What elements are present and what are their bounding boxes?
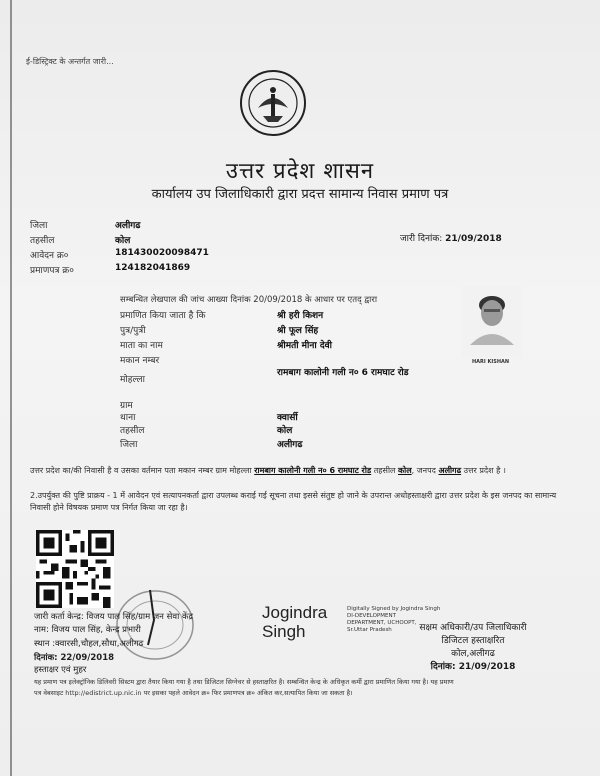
photo-caption: HARI KISHAN bbox=[472, 359, 510, 365]
footer-line-2: पत्र वेबसाइट http://edistrict.up.nic.in पर इसका पहले आवेदन क्र० फिर प्रमाणपत्र क्र० अंकित कर,सत्यापित किया जा सकता है। bbox=[34, 689, 353, 697]
para1-mid2: , जनपद bbox=[411, 466, 436, 475]
officer-date: दिनांक: 21/09/2018 bbox=[430, 662, 516, 672]
detail-label-mother: माता का नाम bbox=[120, 341, 163, 351]
detail-value-tehsil-2: कोल bbox=[277, 426, 293, 436]
field-value-district: अलीगढ bbox=[115, 221, 141, 231]
issuer-date: दिनांक: 22/09/2018 bbox=[34, 653, 115, 663]
detail-label-village: ग्राम bbox=[120, 401, 133, 411]
detail-label-house-no: मकान नम्बर bbox=[120, 356, 160, 366]
top-note: ई-डिस्ट्रिक्ट के अन्तर्गत जारी... bbox=[26, 57, 114, 66]
field-value-certificate-no: 124182041869 bbox=[115, 263, 191, 273]
detail-label-parent: पुत्र/पुत्री bbox=[120, 326, 146, 336]
up-state-emblem-icon bbox=[238, 68, 308, 138]
issue-date bbox=[400, 231, 502, 244]
issue-date-label: जारी दिनांक: bbox=[400, 234, 443, 244]
intro-text: सम्बन्धित लेखपाल की जांच आख्या दिनांक 20/09/2018 के आधार पर एतद् द्वारा bbox=[120, 295, 378, 305]
page-subtitle: कार्यालय उप जिलाधिकारी द्वारा प्रदत्त सामान्य निवास प्रमाण पत्र bbox=[151, 187, 449, 202]
signature-last-name: Singh bbox=[262, 622, 306, 641]
field-label-district: जिला bbox=[30, 221, 48, 231]
detail-value-name: श्री हरी किशन bbox=[277, 311, 324, 321]
field-value-application-no: 181430020098471 bbox=[115, 248, 209, 258]
signature-text-line: Sr.Uttar Pradesh bbox=[347, 627, 392, 633]
detail-value-mohalla: रामबाग कालोनी गली न० 6 रामघाट रोड bbox=[277, 368, 409, 378]
officer-title: सक्षम अधिकारी/उप जिलाधिकारी bbox=[419, 623, 527, 633]
page-title: उत्तर प्रदेश शासन bbox=[225, 159, 375, 184]
qr-code-icon bbox=[36, 530, 114, 608]
issuer-center: जारी कर्ता केन्द्र: विजय पाल सिंह/ग्राम जन सेवा केंद्र bbox=[34, 612, 194, 622]
detail-value-parent: श्री फूल सिंह bbox=[277, 326, 319, 336]
para1-post: उत्तर प्रदेश है । bbox=[463, 466, 506, 475]
field-label-certificate-no: प्रमाणपत्र क्र० bbox=[30, 266, 74, 276]
officer-digital-signed: डिजिटल हस्ताक्षरित bbox=[441, 636, 505, 646]
officer-block bbox=[398, 622, 548, 674]
detail-label-police-station: थाना bbox=[120, 413, 136, 423]
detail-label-name: प्रमाणित किया जाता है कि bbox=[120, 311, 206, 321]
officer-location: कोल,अलीगढ bbox=[451, 649, 495, 659]
issuer-sign-label: हस्ताक्षर एवं मुहर bbox=[34, 665, 87, 675]
signature-text-line: Digitally Signed by Jogindra Singh bbox=[347, 606, 441, 612]
footer-note bbox=[34, 677, 574, 699]
issuer-operator: नाम: विजय पाल सिंह, केन्द्र प्रभारी bbox=[34, 625, 141, 635]
field-value-tehsil: कोल bbox=[115, 236, 131, 246]
confirmation-paragraph: 2.उपर्युक्त की पुष्टि प्राक्रय - 1 में आवेदन एवं सत्यापनकर्ता द्वारा उपलब्ध कराई गई सूचना तथा इससे संतुष्ट हो जाने के उपरान्त अधोहस्ताक्षरी द्वारा उत्तर प्रदेश के इस जनपद का सामान्य निवासी होने विषयक प्रमाण पत्र निर्गत किया जा रहा है। bbox=[30, 491, 557, 512]
footer-line-1: यह प्रमाण पत्र इलेक्ट्रॉनिक डिलिवरी सिस्टम द्वारा तैयार किया गया है तथा डिजिटल सिग्नेचर से हस्ताक्षरित है। सम्बन्धित केन्द्र के अधिकृत कर्मी द्वारा प्रमाणित किया गया है। यह प्रमाण bbox=[34, 678, 454, 686]
detail-value-police-station: क्वार्सी bbox=[277, 413, 298, 423]
para1-mid: तहसील bbox=[373, 466, 396, 475]
signature-text-line: DI-DEVELOPMENT bbox=[347, 613, 396, 619]
field-label-tehsil: तहसील bbox=[30, 236, 55, 246]
signature-text-line: DEPARTMENT, UCHOOPT, bbox=[347, 620, 417, 626]
digital-signature-name bbox=[262, 603, 327, 641]
detail-label-district-2: जिला bbox=[120, 440, 138, 450]
para1-district: अलीगढ bbox=[438, 466, 462, 475]
detail-label-mohalla: मोहल्ला bbox=[120, 375, 145, 385]
detail-label-tehsil-2: तहसील bbox=[120, 426, 145, 436]
residence-paragraph bbox=[30, 465, 575, 477]
page-edge bbox=[10, 0, 12, 776]
detail-value-district-2: अलीगढ bbox=[277, 440, 303, 450]
para1-tehsil: कोल bbox=[398, 466, 412, 475]
issuer-place: स्थान :क्वारसी,चौहल,सौधा,अलीगढ bbox=[34, 639, 144, 649]
para1-pre: उत्तर प्रदेश का/की निवासी है व उसका वर्तमान पता मकान नम्बर ग्राम मोहल्ला bbox=[30, 466, 252, 475]
detail-value-mother: श्रीमती मीना देवी bbox=[277, 341, 332, 351]
para1-mohalla: रामबाग कालोनी गली न० 6 रामघाट रोड bbox=[254, 466, 372, 475]
issue-date-value: 21/09/2018 bbox=[445, 234, 502, 244]
applicant-photo bbox=[462, 285, 522, 357]
field-label-application-no: आवेदन क्र० bbox=[30, 251, 69, 261]
signature-first-name: Jogindra bbox=[262, 603, 328, 622]
